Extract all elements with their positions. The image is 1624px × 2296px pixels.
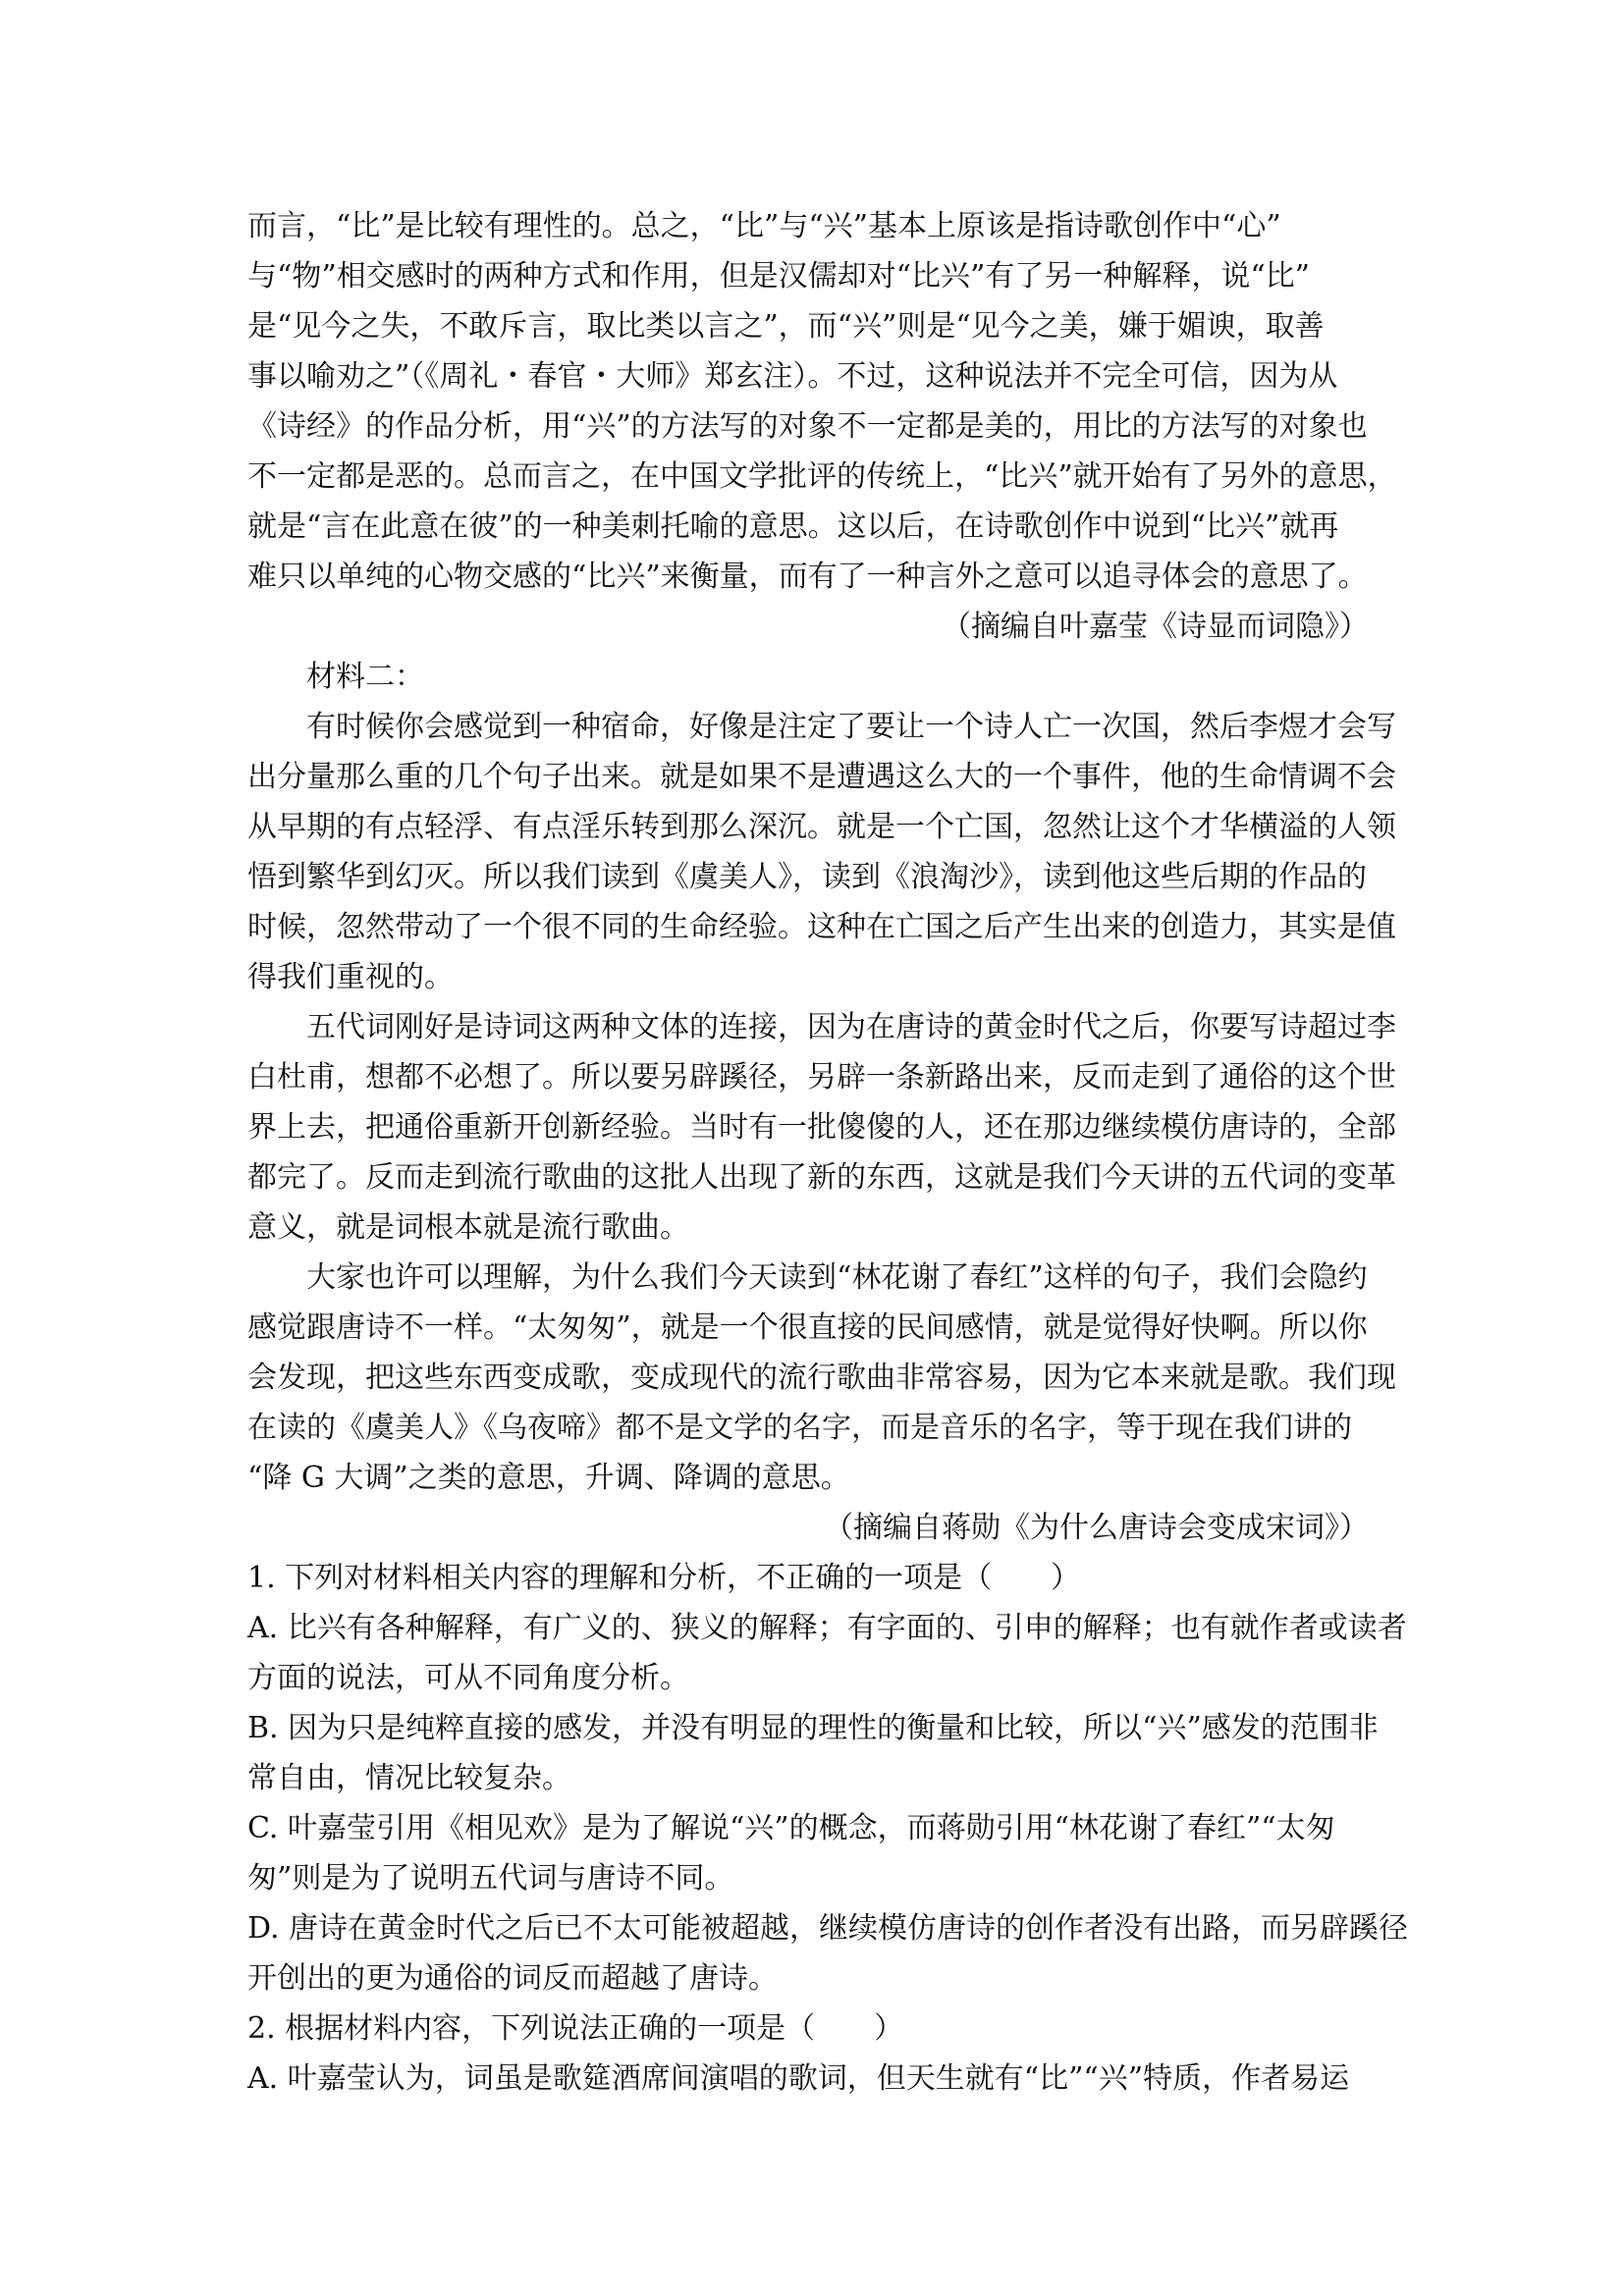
text-line: 在读的《虞美人》《乌夜啼》都不是文学的名字，而是音乐的名字，等于现在我们讲的 bbox=[247, 1411, 1352, 1445]
source-citation-2: （摘编自蒋勋《为什么唐诗会变成宋词》） bbox=[824, 1511, 1369, 1545]
text-line: 事以喻劝之”（《周礼・春官・大师》郑玄注）。不过，这种说法并不完全可信，因为从 bbox=[247, 359, 1338, 394]
option-line: 开创出的更为通俗的词反而超越了唐诗。 bbox=[247, 1961, 778, 1996]
question-1 bbox=[247, 1553, 1409, 2003]
text-line: 都完了。反而走到流行歌曲的这批人出现了新的东西，这就是我们今天讲的五代词的变革 bbox=[247, 1160, 1396, 1195]
option-line: 常自由，情况比较复杂。 bbox=[247, 1761, 571, 1795]
document-page bbox=[247, 201, 1409, 2104]
text-line: 大家也许可以理解，为什么我们今天读到“林花谢了春红”这样的句子，我们会隐约 bbox=[306, 1260, 1368, 1295]
text-line: “降 G 大调”之类的意思，升调、降调的意思。 bbox=[247, 1461, 850, 1495]
material2-paragraph-3 bbox=[247, 1253, 1396, 1503]
option-line: B. 因为只是纯粹直接的感发，并没有明显的理性的衡量和比较，所以“兴”感发的范围非 bbox=[247, 1711, 1379, 1745]
material1-tail bbox=[247, 201, 1397, 602]
text-line: 是“见今之失，不敢斥言，取比类以言之”，而“兴”则是“见今之美，嫌于媚谀，取善 bbox=[247, 309, 1325, 344]
text-line: 白杜甫，想都不必想了。所以要另辟蹊径，另辟一条新路出来，反而走到了通俗的这个世 bbox=[247, 1060, 1396, 1095]
option-line: 匆”则是为了说明五代词与唐诗不同。 bbox=[247, 1861, 734, 1896]
text-line: 就是“言在此意在彼”的一种美刺托喻的意思。这以后，在诗歌创作中说到“比兴”就再 bbox=[247, 509, 1339, 544]
question-2 bbox=[247, 2003, 1377, 2104]
text-line: 界上去，把通俗重新开创新经验。当时有一批傻傻的人，还在那边继续模仿唐诗的，全部 bbox=[247, 1110, 1396, 1145]
question-stem: 1. 下列对材料相关内容的理解和分析，不正确的一项是（ ） bbox=[247, 1561, 1081, 1595]
material2-paragraph-1 bbox=[247, 702, 1396, 1002]
text-line: 时候，忽然带动了一个很不同的生命经验。这种在亡国之后产生出来的创造力，其实是值 bbox=[247, 910, 1396, 944]
text-line: 会发现，把这些东西变成歌，变成现代的流行歌曲非常容易，因为它本来就是歌。我们现 bbox=[247, 1361, 1396, 1395]
option-line: A. 叶嘉莹认为，词虽是歌筵酒席间演唱的歌词，但天生就有“比”“兴”特质，作者易运 bbox=[247, 2061, 1350, 2096]
text-line: 《诗经》的作品分析，用“兴”的方法写的对象不一定都是美的，用比的方法写的对象也 bbox=[247, 409, 1368, 444]
text-line: 五代词刚好是诗词这两种文体的连接，因为在唐诗的黄金时代之后，你要写诗超过李 bbox=[306, 1010, 1396, 1044]
material2-heading: 材料二： bbox=[306, 660, 424, 694]
option-line: A. 比兴有各种解释，有广义的、狭义的解释；有字面的、引申的解释；也有就作者或读者 bbox=[247, 1611, 1407, 1645]
text-line: 感觉跟唐诗不一样。“太匆匆”，就是一个很直接的民间感情，就是觉得好快啊。所以你 bbox=[247, 1310, 1368, 1345]
text-line: 难只以单纯的心物交感的“比兴”来衡量，而有了一种言外之意可以追寻体会的意思了。 bbox=[247, 560, 1368, 594]
text-line: 出分量那么重的几个句子出来。就是如果不是遭遇这么大的一个事件，他的生命情调不会 bbox=[247, 760, 1396, 794]
text-line: 不一定都是恶的。总而言之，在中国文学批评的传统上，“比兴”就开始有了另外的意思， bbox=[247, 459, 1397, 494]
text-line: 意义，就是词根本就是流行歌曲。 bbox=[247, 1210, 689, 1245]
answer-option-a[interactable] bbox=[247, 1603, 1407, 1703]
option-line: C. 叶嘉莹引用《相见欢》是为了解说“兴”的概念，而蒋勋引用“林花谢了春红”“太匆 bbox=[247, 1811, 1335, 1845]
option-line: 方面的说法，可从不同角度分析。 bbox=[247, 1661, 689, 1695]
text-line: 从早期的有点轻浮、有点淫乐转到那么深沉。就是一个亡国，忽然让这个才华横溢的人领 bbox=[247, 810, 1396, 844]
material2-paragraph-2 bbox=[247, 1002, 1396, 1253]
source-citation-1: （摘编自叶嘉莹《诗显而词隐》） bbox=[942, 610, 1369, 644]
answer-option-b[interactable] bbox=[247, 1703, 1377, 1803]
text-line: 悟到繁华到幻灭。所以我们读到《虞美人》，读到《浪淘沙》，读到他这些后期的作品的 bbox=[247, 860, 1367, 894]
option-line: D. 唐诗在黄金时代之后已不太可能被超越，继续模仿唐诗的创作者没有出路，而另辟蹊径 bbox=[247, 1911, 1409, 1946]
text-line: 得我们重视的。 bbox=[247, 960, 454, 994]
question-stem: 2. 根据材料内容，下列说法正确的一项是（ ） bbox=[247, 2011, 904, 2046]
text-line: 有时候你会感觉到一种宿命，好像是注定了要让一个诗人亡一次国，然后李煜才会写 bbox=[306, 710, 1396, 744]
answer-option-d[interactable] bbox=[247, 1903, 1409, 2003]
text-line: 与“物”相交感时的两种方式和作用，但是汉儒却对“比兴”有了另一种解释，说“比” bbox=[247, 259, 1311, 294]
answer-option-c[interactable] bbox=[247, 1803, 1377, 1903]
answer-option-a[interactable] bbox=[247, 2054, 1377, 2104]
text-line: 而言，“比”是比较有理性的。总之，“比”与“兴”基本上原该是指诗歌创作中“心” bbox=[247, 209, 1281, 243]
